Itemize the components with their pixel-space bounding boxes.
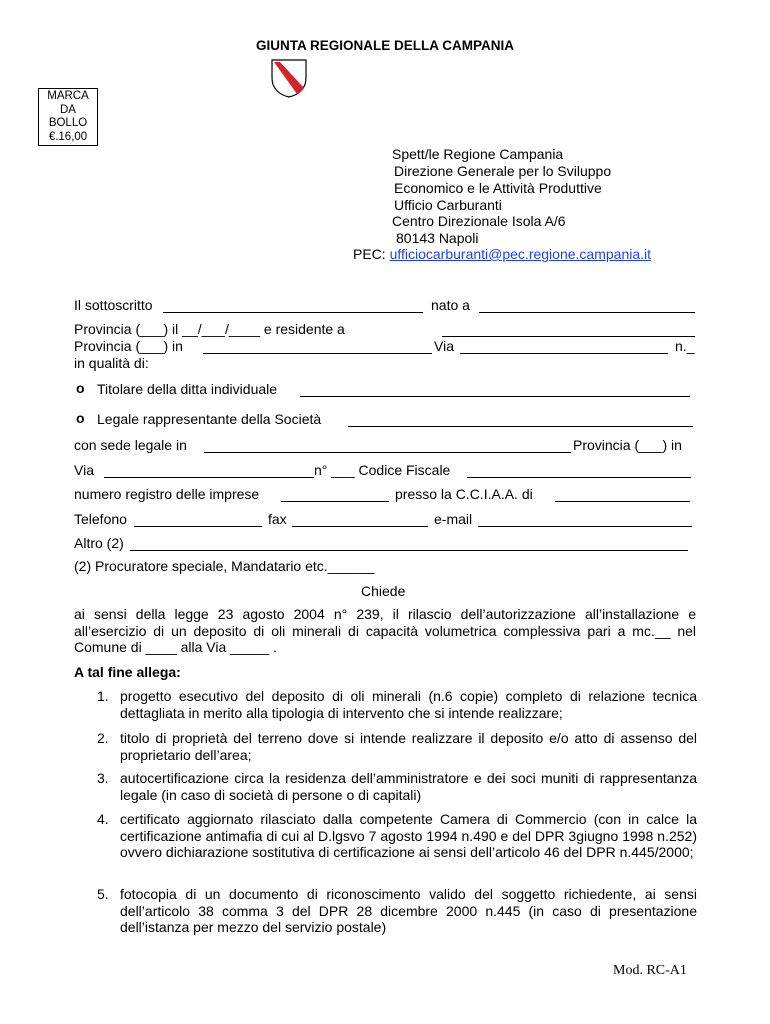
recipient-line: Direzione Generale per lo Sviluppo [394, 163, 612, 179]
list-item: certificato aggiornato rilasciato dalla competente Camera di Commercio (con in calce la certificazione antimafia di cui al D.lgsvo 7 agosto 1994 n.490 e del DPR 3giugno 1998 n.252) ovvero dichiarazione sostitutiva di certificazione ai sensi dell’articolo 46 del DPR n.445/2000; [120, 811, 697, 860]
label-nato-a: nato a [431, 297, 470, 313]
list-item-number: 4. [97, 811, 109, 827]
label-registro: numero registro delle imprese [74, 486, 260, 502]
fax-field-line[interactable] [292, 526, 428, 527]
ditta-field-line[interactable] [300, 396, 690, 397]
email-field-line[interactable] [478, 526, 692, 527]
pec-email-link[interactable]: ufficiocarburanti@pec.regione.campania.it [389, 246, 652, 262]
label-codice-fiscale: n° ___ Codice Fiscale [314, 462, 451, 478]
sede-field-line[interactable] [204, 452, 571, 453]
telefono-field-line[interactable] [134, 526, 262, 527]
birthplace-field-line[interactable] [479, 312, 695, 313]
list-item-number: 5. [97, 886, 109, 902]
page-title: GIUNTA REGIONALE DELLA CAMPANIA [256, 38, 514, 53]
recipient-line: Ufficio Carburanti [394, 197, 502, 213]
stamp-line: BOLLO [48, 117, 88, 129]
list-item: autocertificazione circa la residenza dell’amministratore e dei soci muniti di rappresentanza legale (in caso di società di persone o di capitali) [120, 770, 697, 803]
label-fax: fax [268, 511, 287, 527]
altro-field-line[interactable] [130, 550, 688, 551]
label-provincia-residenza: Provincia (___) in [74, 338, 183, 354]
revenue-stamp-box [38, 88, 98, 146]
list-item: fotocopia di un documento di riconoscimento valido del soggetto richiedente, ai sensi dell’articolo 38 comma 3 del DPR 28 dicembre 2000 n.445 (in caso di presentazione dell’istanza per mezzo del servizio postale) [120, 886, 697, 935]
label-telefono: Telefono [74, 511, 127, 527]
label-titolare: Titolare della ditta individuale [97, 381, 278, 397]
residence-field-line[interactable] [442, 336, 695, 337]
stamp-line: DA [60, 103, 76, 116]
stamp-line: €.16,00 [48, 130, 88, 143]
label-numero: n._ [675, 338, 695, 354]
allega-heading: A tal fine allega: [74, 664, 181, 680]
pec-label: PEC: [353, 246, 386, 262]
list-item-number: 3. [97, 770, 109, 786]
radio-legale[interactable]: o [76, 410, 85, 426]
recipient-line: Economico e le Attività Produttive [394, 180, 602, 196]
registro-field-line[interactable] [281, 501, 389, 502]
label-altro: Altro (2) [74, 535, 124, 551]
radio-titolare[interactable]: o [76, 380, 85, 396]
list-item: titolo di proprietà del terreno dove si intende realizzare il deposito e/o atto di assenso del proprietario dell’area; [120, 730, 697, 763]
campania-crest-icon [269, 58, 309, 98]
pec-line [353, 246, 651, 262]
label-provincia-nascita: Provincia (___) il __/___/____ e residente a [74, 321, 345, 337]
label-via-sede: Via [74, 462, 94, 478]
label-legale: Legale rappresentante della Società [97, 411, 322, 427]
codice-fiscale-field-line[interactable] [467, 477, 691, 478]
form-code: Mod. RC-A1 [613, 963, 687, 978]
stamp-line: MARCA [47, 90, 89, 102]
request-paragraph: ai sensi della legge 23 agosto 2004 n° 239, il rilascio dell’autorizzazione all’installazione e all’esercizio di un deposito di oli minerali di capacità volumetrica complessiva pari a mc.__ nel Comune di ____ alla Via _____ . [74, 606, 696, 655]
societa-field-line[interactable] [348, 426, 693, 427]
label-via: Via [434, 338, 454, 354]
via-sede-field-line[interactable] [104, 477, 314, 478]
cciaa-field-line[interactable] [555, 501, 690, 502]
label-provincia-sede: Provincia (___) in [573, 437, 682, 453]
recipient-line: Spett/le Regione Campania [392, 146, 564, 162]
footnote-procuratore: (2) Procuratore speciale, Mandatario etc.______ [74, 558, 375, 574]
recipient-line: Centro Direzionale Isola A/6 [392, 213, 566, 229]
label-email: e-mail [434, 511, 473, 527]
name-field-line[interactable] [163, 312, 423, 313]
list-item-number: 2. [97, 730, 109, 746]
list-item-number: 1. [97, 688, 109, 704]
label-sede: con sede legale in [74, 437, 187, 453]
street-field-line[interactable] [460, 353, 668, 354]
recipient-line: 80143 Napoli [396, 230, 479, 246]
chiede-heading: Chiede [361, 583, 406, 599]
label-sottoscritto: Il sottoscritto [74, 297, 153, 313]
label-presso: presso la C.C.I.A.A. di [395, 486, 533, 502]
label-qualita: in qualità di: [74, 355, 149, 371]
list-item: progetto esecutivo del deposito di oli minerali (n.6 copie) completo di relazione tecnica dettagliata in merito alla tipologia di intervento che si intende realizzare; [120, 688, 697, 721]
residence-city-field-line[interactable] [203, 353, 432, 354]
